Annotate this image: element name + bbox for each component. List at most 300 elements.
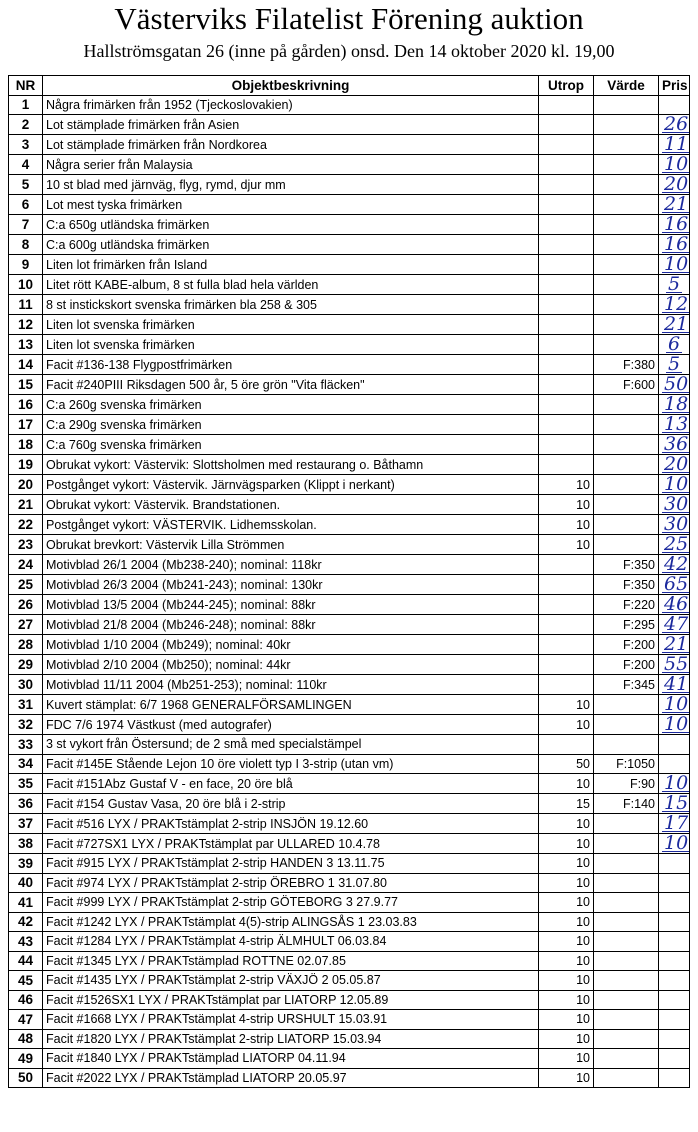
table-row (9, 990, 690, 1010)
lot-utrop-cell (539, 115, 594, 135)
lot-utrop-cell (539, 735, 594, 755)
table-row (9, 1068, 690, 1088)
lot-varde-cell: F:220 (594, 595, 659, 615)
lot-number-cell: 45 (9, 971, 43, 991)
lot-utrop-cell: 10 (539, 834, 594, 854)
table-row (9, 475, 690, 495)
lot-description-cell: Facit #136-138 Flygpostfrimärken (43, 355, 539, 375)
handwritten-price: 17 (664, 813, 689, 834)
lot-number-cell: 22 (9, 515, 43, 535)
lot-utrop-cell (539, 175, 594, 195)
lot-pris-cell (659, 893, 690, 913)
table-row (9, 932, 690, 952)
handwritten-price: 16 (664, 234, 689, 255)
lot-description-cell: Motivblad 13/5 2004 (Mb244-245); nominal: 88kr (43, 595, 539, 615)
table-row (9, 735, 690, 755)
lot-utrop-cell: 10 (539, 695, 594, 715)
lot-pris-cell (659, 990, 690, 1010)
lot-pris-cell (659, 655, 690, 675)
table-body (9, 95, 690, 1088)
lot-number-cell: 5 (9, 175, 43, 195)
lot-varde-cell: F:380 (594, 355, 659, 375)
lot-number-cell: 27 (9, 615, 43, 635)
lot-pris-cell (659, 195, 690, 215)
handwritten-price: 55 (664, 654, 689, 675)
handwritten-price: 36 (664, 434, 689, 455)
handwritten-price: 21 (664, 194, 689, 215)
lot-description-cell: Några frimärken från 1952 (Tjeckoslovakien) (43, 95, 539, 115)
lot-description-cell: C:a 600g utländska frimärken (43, 235, 539, 255)
lot-utrop-cell (539, 295, 594, 315)
table-row (9, 814, 690, 834)
handwritten-price: 50 (664, 374, 689, 395)
lot-utrop-cell (539, 455, 594, 475)
lot-pris-cell (659, 115, 690, 135)
lot-description-cell: C:a 260g svenska frimärken (43, 395, 539, 415)
lot-utrop-cell (539, 435, 594, 455)
lot-description-cell: Facit #1668 LYX / PRAKTstämplat 4-strip URSHULT 15.03.91 (43, 1010, 539, 1030)
lot-pris-cell (659, 735, 690, 755)
auction-table (8, 75, 690, 1088)
lot-varde-cell: F:345 (594, 675, 659, 695)
lot-pris-cell (659, 774, 690, 794)
table-row (9, 555, 690, 575)
lot-pris-cell (659, 635, 690, 655)
lot-description-cell: Facit #1526SX1 LYX / PRAKTstämplat par LIATORP 12.05.89 (43, 990, 539, 1010)
handwritten-price: 20 (664, 454, 689, 475)
table-row (9, 415, 690, 435)
table-row (9, 575, 690, 595)
lot-varde-cell (594, 215, 659, 235)
lot-varde-cell: F:1050 (594, 754, 659, 774)
lot-pris-cell (659, 95, 690, 115)
lot-description-cell: Några serier från Malaysia (43, 155, 539, 175)
lot-utrop-cell (539, 555, 594, 575)
lot-utrop-cell: 10 (539, 951, 594, 971)
lot-varde-cell (594, 1029, 659, 1049)
lot-varde-cell (594, 515, 659, 535)
lot-description-cell: Motivblad 26/3 2004 (Mb241-243); nominal: 130kr (43, 575, 539, 595)
lot-utrop-cell (539, 635, 594, 655)
lot-varde-cell (594, 455, 659, 475)
lot-description-cell: Motivblad 1/10 2004 (Mb249); nominal: 40kr (43, 635, 539, 655)
lot-varde-cell (594, 814, 659, 834)
lot-number-cell: 42 (9, 912, 43, 932)
lot-pris-cell (659, 175, 690, 195)
lot-description-cell: Liten lot svenska frimärken (43, 335, 539, 355)
lot-utrop-cell: 50 (539, 754, 594, 774)
lot-number-cell: 43 (9, 932, 43, 952)
lot-pris-cell (659, 535, 690, 555)
lot-pris-cell (659, 754, 690, 774)
lot-description-cell: Motivblad 21/8 2004 (Mb246-248); nominal: 88kr (43, 615, 539, 635)
lot-utrop-cell: 10 (539, 893, 594, 913)
lot-varde-cell (594, 1010, 659, 1030)
lot-description-cell: Obrukat vykort: Västervik: Slottsholmen med restaurang o. Båthamn (43, 455, 539, 475)
lot-description-cell: Motivblad 11/11 2004 (Mb251-253); nominal: 110kr (43, 675, 539, 695)
table-row (9, 275, 690, 295)
column-header-pris: Pris (659, 76, 690, 96)
lot-description-cell: Facit #1820 LYX / PRAKTstämplat 2-strip LIATORP 15.03.94 (43, 1029, 539, 1049)
lot-pris-cell (659, 255, 690, 275)
lot-pris-cell (659, 575, 690, 595)
lot-pris-cell (659, 675, 690, 695)
lot-description-cell: 3 st vykort från Östersund; de 2 små med specialstämpel (43, 735, 539, 755)
table-row (9, 535, 690, 555)
table-row (9, 315, 690, 335)
lot-number-cell: 2 (9, 115, 43, 135)
lot-varde-cell: F:295 (594, 615, 659, 635)
lot-number-cell: 4 (9, 155, 43, 175)
lot-number-cell: 14 (9, 355, 43, 375)
table-row (9, 595, 690, 615)
lot-pris-cell (659, 235, 690, 255)
table-row (9, 255, 690, 275)
lot-description-cell: Facit #151Abz Gustaf V - en face, 20 öre blå (43, 774, 539, 794)
table-row (9, 95, 690, 115)
lot-number-cell: 29 (9, 655, 43, 675)
table-header-row (9, 76, 690, 96)
lot-varde-cell: F:600 (594, 375, 659, 395)
lot-varde-cell (594, 695, 659, 715)
lot-varde-cell (594, 893, 659, 913)
table-row (9, 195, 690, 215)
lot-description-cell: 8 st instickskort svenska frimärken bla 258 & 305 (43, 295, 539, 315)
lot-utrop-cell: 10 (539, 535, 594, 555)
lot-description-cell: Facit #1840 LYX / PRAKTstämplad LIATORP 04.11.94 (43, 1049, 539, 1069)
lot-number-cell: 49 (9, 1049, 43, 1069)
lot-description-cell: 10 st blad med järnväg, flyg, rymd, djur mm (43, 175, 539, 195)
lot-number-cell: 33 (9, 735, 43, 755)
lot-pris-cell (659, 834, 690, 854)
lot-description-cell: Facit #516 LYX / PRAKTstämplat 2-strip INSJÖN 19.12.60 (43, 814, 539, 834)
lot-number-cell: 26 (9, 595, 43, 615)
handwritten-price: 30 (664, 494, 689, 515)
table-row (9, 971, 690, 991)
lot-utrop-cell (539, 135, 594, 155)
lot-utrop-cell (539, 335, 594, 355)
lot-utrop-cell: 10 (539, 774, 594, 794)
page-subtitle: Hallströmsgatan 26 (inne på gården) onsd. Den 14 oktober 2020 kl. 19,00 (83, 41, 615, 61)
handwritten-price: 10 (664, 474, 689, 495)
lot-utrop-cell: 10 (539, 912, 594, 932)
handwritten-price: 42 (664, 554, 689, 575)
handwritten-price: 13 (664, 414, 689, 435)
table-row (9, 794, 690, 814)
handwritten-price: 26 (664, 114, 689, 135)
lot-description-cell: Facit #1242 LYX / PRAKTstämplat 4(5)-strip ALINGSÅS 1 23.03.83 (43, 912, 539, 932)
lot-varde-cell (594, 715, 659, 735)
lot-number-cell: 13 (9, 335, 43, 355)
lot-pris-cell (659, 912, 690, 932)
table-row (9, 335, 690, 355)
lot-utrop-cell: 10 (539, 854, 594, 874)
lot-utrop-cell: 10 (539, 495, 594, 515)
lot-pris-cell (659, 135, 690, 155)
lot-varde-cell (594, 135, 659, 155)
lot-number-cell: 36 (9, 794, 43, 814)
lot-utrop-cell (539, 255, 594, 275)
lot-utrop-cell (539, 655, 594, 675)
handwritten-price: 5 (667, 354, 681, 375)
lot-utrop-cell (539, 195, 594, 215)
lot-description-cell: Facit #1435 LYX / PRAKTstämplat 2-strip VÄXJÖ 2 05.05.87 (43, 971, 539, 991)
table-row (9, 495, 690, 515)
lot-number-cell: 24 (9, 555, 43, 575)
lot-pris-cell (659, 155, 690, 175)
table-row (9, 135, 690, 155)
lot-pris-cell (659, 971, 690, 991)
lot-utrop-cell: 10 (539, 1049, 594, 1069)
lot-description-cell: Lot stämplade frimärken från Asien (43, 115, 539, 135)
lot-number-cell: 48 (9, 1029, 43, 1049)
lot-number-cell: 40 (9, 873, 43, 893)
lot-description-cell: Facit #240PIII Riksdagen 500 år, 5 öre grön "Vita fläcken" (43, 375, 539, 395)
table-row (9, 1049, 690, 1069)
lot-description-cell: C:a 290g svenska frimärken (43, 415, 539, 435)
table-row (9, 834, 690, 854)
lot-varde-cell (594, 475, 659, 495)
lot-utrop-cell: 10 (539, 1010, 594, 1030)
lot-varde-cell (594, 495, 659, 515)
lot-pris-cell (659, 951, 690, 971)
lot-description-cell: Obrukat brevkort: Västervik Lilla Strömmen (43, 535, 539, 555)
lot-utrop-cell (539, 355, 594, 375)
lot-utrop-cell (539, 315, 594, 335)
lot-utrop-cell: 10 (539, 475, 594, 495)
lot-utrop-cell: 10 (539, 1029, 594, 1049)
lot-pris-cell (659, 932, 690, 952)
page-title: Västerviks Filatelist Förening auktion (114, 1, 584, 36)
lot-description-cell: Facit #915 LYX / PRAKTstämplat 2-strip HANDEN 3 13.11.75 (43, 854, 539, 874)
lot-number-cell: 30 (9, 675, 43, 695)
lot-number-cell: 15 (9, 375, 43, 395)
lot-description-cell: Facit #1284 LYX / PRAKTstämplat 4-strip ÄLMHULT 06.03.84 (43, 932, 539, 952)
lot-number-cell: 41 (9, 893, 43, 913)
lot-varde-cell (594, 735, 659, 755)
column-header-utrop: Utrop (539, 76, 594, 96)
lot-pris-cell (659, 615, 690, 635)
lot-number-cell: 37 (9, 814, 43, 834)
handwritten-price: 6 (667, 334, 681, 355)
lot-number-cell: 7 (9, 215, 43, 235)
lot-number-cell: 38 (9, 834, 43, 854)
lot-pris-cell (659, 395, 690, 415)
table-row (9, 695, 690, 715)
lot-number-cell: 23 (9, 535, 43, 555)
table-row (9, 873, 690, 893)
table-row (9, 355, 690, 375)
lot-varde-cell (594, 912, 659, 932)
lot-varde-cell (594, 854, 659, 874)
lot-varde-cell: F:200 (594, 635, 659, 655)
lot-number-cell: 11 (9, 295, 43, 315)
lot-pris-cell (659, 695, 690, 715)
lot-varde-cell: F:140 (594, 794, 659, 814)
lot-number-cell: 44 (9, 951, 43, 971)
table-row (9, 375, 690, 395)
table-row (9, 175, 690, 195)
lot-description-cell: Postgånget vykort: VÄSTERVIK. Lidhemsskolan. (43, 515, 539, 535)
lot-utrop-cell (539, 275, 594, 295)
lot-utrop-cell: 10 (539, 814, 594, 834)
lot-number-cell: 21 (9, 495, 43, 515)
handwritten-price: 47 (664, 614, 689, 635)
lot-varde-cell (594, 834, 659, 854)
lot-number-cell: 18 (9, 435, 43, 455)
lot-description-cell: Facit #1345 LYX / PRAKTstämplad ROTTNE 02.07.85 (43, 951, 539, 971)
table-row (9, 395, 690, 415)
lot-varde-cell (594, 435, 659, 455)
table-row (9, 155, 690, 175)
table-row (9, 635, 690, 655)
lot-utrop-cell (539, 95, 594, 115)
lot-varde-cell (594, 932, 659, 952)
lot-varde-cell: F:90 (594, 774, 659, 794)
lot-description-cell: C:a 650g utländska frimärken (43, 215, 539, 235)
lot-number-cell: 39 (9, 854, 43, 874)
lot-number-cell: 35 (9, 774, 43, 794)
handwritten-price: 10 (664, 254, 689, 275)
handwritten-price: 10 (664, 154, 689, 175)
lot-varde-cell (594, 1049, 659, 1069)
lot-number-cell: 9 (9, 255, 43, 275)
lot-pris-cell (659, 495, 690, 515)
lot-number-cell: 28 (9, 635, 43, 655)
column-header-nr: NR (9, 76, 43, 96)
lot-utrop-cell (539, 675, 594, 695)
table-row (9, 675, 690, 695)
lot-pris-cell (659, 873, 690, 893)
lot-description-cell: Liten lot svenska frimärken (43, 315, 539, 335)
lot-varde-cell (594, 295, 659, 315)
lot-number-cell: 46 (9, 990, 43, 1010)
lot-pris-cell (659, 854, 690, 874)
table-row (9, 1010, 690, 1030)
handwritten-price: 15 (664, 793, 689, 814)
table-row (9, 893, 690, 913)
lot-pris-cell (659, 355, 690, 375)
lot-number-cell: 12 (9, 315, 43, 335)
table-row (9, 295, 690, 315)
lot-utrop-cell (539, 575, 594, 595)
lot-number-cell: 32 (9, 715, 43, 735)
handwritten-price: 18 (664, 394, 689, 415)
lot-varde-cell (594, 971, 659, 991)
lot-number-cell: 20 (9, 475, 43, 495)
table-row (9, 235, 690, 255)
lot-pris-cell (659, 1010, 690, 1030)
handwritten-price: 20 (664, 174, 689, 195)
lot-description-cell: Obrukat vykort: Västervik. Brandstationen. (43, 495, 539, 515)
lot-varde-cell (594, 873, 659, 893)
lot-number-cell: 50 (9, 1068, 43, 1088)
lot-varde-cell: F:350 (594, 575, 659, 595)
table-row (9, 774, 690, 794)
table-row (9, 455, 690, 475)
lot-utrop-cell (539, 215, 594, 235)
handwritten-price: 10 (664, 694, 689, 715)
lot-varde-cell (594, 415, 659, 435)
handwritten-price: 21 (664, 314, 689, 335)
lot-utrop-cell: 15 (539, 794, 594, 814)
handwritten-price: 11 (664, 134, 689, 155)
lot-varde-cell (594, 255, 659, 275)
lot-varde-cell (594, 335, 659, 355)
handwritten-price: 41 (664, 674, 689, 695)
lot-utrop-cell (539, 615, 594, 635)
lot-varde-cell (594, 175, 659, 195)
lot-description-cell: Facit #999 LYX / PRAKTstämplat 2-strip GÖTEBORG 3 27.9.77 (43, 893, 539, 913)
lot-number-cell: 8 (9, 235, 43, 255)
handwritten-price: 5 (667, 274, 681, 295)
lot-pris-cell (659, 814, 690, 834)
lot-number-cell: 6 (9, 195, 43, 215)
lot-description-cell: Lot mest tyska frimärken (43, 195, 539, 215)
lot-varde-cell (594, 315, 659, 335)
lot-varde-cell (594, 275, 659, 295)
lot-description-cell: Facit #2022 LYX / PRAKTstämplad LIATORP 20.05.97 (43, 1068, 539, 1088)
lot-varde-cell (594, 235, 659, 255)
lot-varde-cell (594, 115, 659, 135)
handwritten-price: 10 (664, 714, 689, 735)
lot-pris-cell (659, 415, 690, 435)
lot-number-cell: 10 (9, 275, 43, 295)
handwritten-price: 25 (664, 534, 689, 555)
lot-pris-cell (659, 595, 690, 615)
lot-utrop-cell: 10 (539, 715, 594, 735)
lot-varde-cell (594, 1068, 659, 1088)
table-row (9, 754, 690, 774)
table-row (9, 615, 690, 635)
lot-description-cell: Motivblad 26/1 2004 (Mb238-240); nominal: 118kr (43, 555, 539, 575)
column-header-description: Objektbeskrivning (43, 76, 539, 96)
table-row (9, 715, 690, 735)
lot-number-cell: 34 (9, 754, 43, 774)
table-row (9, 912, 690, 932)
handwritten-price: 65 (664, 574, 689, 595)
lot-pris-cell (659, 1049, 690, 1069)
lot-varde-cell (594, 535, 659, 555)
lot-description-cell: Facit #145E Stående Lejon 10 öre violett typ I 3-strip (utan vm) (43, 754, 539, 774)
lot-pris-cell (659, 555, 690, 575)
lot-pris-cell (659, 794, 690, 814)
lot-utrop-cell: 10 (539, 873, 594, 893)
handwritten-price: 46 (664, 594, 689, 615)
lot-pris-cell (659, 455, 690, 475)
lot-number-cell: 31 (9, 695, 43, 715)
lot-varde-cell (594, 990, 659, 1010)
lot-varde-cell (594, 155, 659, 175)
lot-pris-cell (659, 715, 690, 735)
lot-description-cell: C:a 760g svenska frimärken (43, 435, 539, 455)
lot-varde-cell (594, 951, 659, 971)
handwritten-price: 10 (664, 773, 689, 794)
lot-description-cell: Liten lot frimärken från Island (43, 255, 539, 275)
lot-pris-cell (659, 275, 690, 295)
table-row (9, 115, 690, 135)
table-row (9, 215, 690, 235)
lot-description-cell: Facit #974 LYX / PRAKTstämplat 2-strip ÖREBRO 1 31.07.80 (43, 873, 539, 893)
lot-description-cell: Facit #727SX1 LYX / PRAKTstämplat par ULLARED 10.4.78 (43, 834, 539, 854)
lot-description-cell: Motivblad 2/10 2004 (Mb250); nominal: 44kr (43, 655, 539, 675)
lot-utrop-cell (539, 235, 594, 255)
lot-pris-cell (659, 215, 690, 235)
handwritten-price: 10 (664, 833, 689, 854)
lot-number-cell: 19 (9, 455, 43, 475)
lot-number-cell: 3 (9, 135, 43, 155)
lot-utrop-cell (539, 395, 594, 415)
